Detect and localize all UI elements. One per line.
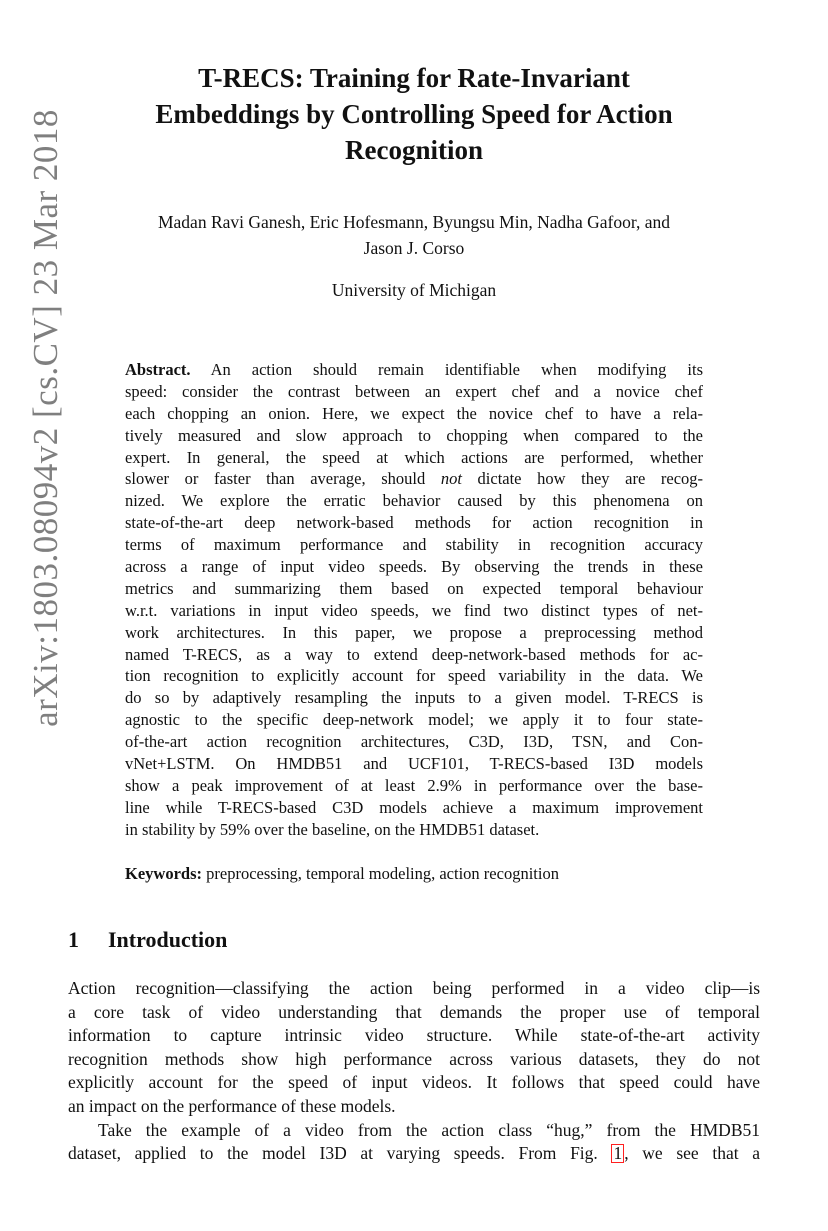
section-number: 1 — [68, 927, 79, 952]
introduction-body — [68, 977, 760, 1166]
abstract-line: w.r.t. variations in input video speeds, we find two distinct types of net- — [125, 600, 703, 620]
abstract-line: metrics and summarizing them based on expected temporal behaviour — [125, 578, 703, 598]
body-line: an impact on the performance of these models. — [68, 1095, 396, 1116]
abstract-line: work architectures. In this paper, we propose a preprocessing method — [125, 622, 703, 642]
abstract-line: of-the-art action recognition architectures, C3D, I3D, TSN, and Con- — [125, 732, 703, 752]
body-text: , we see that a — [624, 1143, 760, 1164]
body-line: explicitly account for the speed of input videos. It follows that speed could have — [68, 1072, 760, 1093]
title-line: Recognition — [345, 135, 483, 165]
abstract-text: An action should remain identifiable when modifying its — [210, 360, 703, 379]
abstract-label: Abstract. — [125, 360, 191, 379]
body-line: recognition methods show high performance across various datasets, they do not — [68, 1048, 760, 1069]
abstract-line: in stability by 59% over the baseline, on the HMDB51 dataset. — [125, 819, 540, 839]
abstract-line: expert. In general, the speed at which actions are performed, whether — [125, 447, 703, 467]
body-text: dataset, applied to the model I3D at varying speeds. From Fig. — [68, 1143, 598, 1164]
abstract-line: terms of maximum performance and stability in recognition accuracy — [125, 535, 703, 555]
section-title: Introduction — [108, 927, 228, 952]
abstract-line: across a range of input video speeds. By observing the trends in these — [125, 557, 703, 577]
body-line: information to capture intrinsic video structure. While state-of-the-art activity — [68, 1025, 760, 1046]
figure-reference-link[interactable]: 1 — [613, 1143, 623, 1164]
abstract-line: tion recognition to explicitly account for speed variability in the data. We — [125, 666, 703, 686]
abstract-line: each chopping an onion. Here, we expect the novice chef to have a rela- — [125, 403, 703, 423]
abstract-line: do so by adaptively resampling the inputs to a given model. T-RECS is — [125, 688, 703, 708]
abstract-block — [125, 359, 703, 841]
author-line: Jason J. Corso — [363, 238, 465, 258]
abstract-line: line while T-RECS-based C3D models achieve a maximum improvement — [125, 797, 703, 817]
abstract-line: show a peak improvement of at least 2.9% in performance over the base- — [125, 775, 703, 795]
abstract-text: dictate how they are recog- — [477, 469, 704, 489]
title-line: Embeddings by Controlling Speed for Action — [155, 99, 673, 129]
paper-title — [80, 60, 748, 168]
arxiv-identifier-stamp: arXiv:1803.08094v2 [cs.CV] 23 Mar 2018 — [26, 109, 65, 727]
body-line: a core task of video understanding that demands the proper use of temporal — [68, 1001, 760, 1022]
keywords-label: Keywords: — [125, 864, 202, 883]
author-line: Madan Ravi Ganesh, Eric Hofesmann, Byungsu Min, Nadha Gafoor, and — [157, 212, 671, 232]
abstract-line: speed: consider the contrast between an expert chef and a novice chef — [125, 381, 703, 401]
abstract-line: named T-RECS, as a way to extend deep-network-based methods for ac- — [125, 644, 703, 664]
author-list — [80, 209, 748, 261]
section-heading-introduction — [68, 925, 227, 955]
abstract-line — [125, 359, 703, 381]
abstract-line: state-of-the-art deep network-based methods for action recognition in — [125, 513, 703, 533]
abstract-emphasis: not — [440, 469, 462, 489]
abstract-line: agnostic to the specific deep-network model; we apply it to four state- — [125, 710, 703, 730]
affiliation: University of Michigan — [331, 280, 497, 300]
title-line: T-RECS: Training for Rate-Invariant — [198, 63, 630, 93]
body-line: Take the example of a video from the action class “hug,” from the HMDB51 — [98, 1119, 760, 1140]
abstract-line: nized. We explore the erratic behavior caused by this phenomena on — [125, 491, 703, 511]
keywords-block — [125, 863, 703, 885]
body-line — [68, 1142, 760, 1166]
keywords-text: preprocessing, temporal modeling, action recognition — [206, 864, 559, 883]
abstract-text: slower or faster than average, should — [125, 469, 426, 489]
abstract-line: tively measured and slow approach to chopping when compared to the — [125, 425, 703, 445]
abstract-line: vNet+LSTM. On HMDB51 and UCF101, T-RECS-based I3D models — [125, 754, 703, 774]
body-line: Action recognition—classifying the action being performed in a video clip—is — [68, 978, 760, 998]
abstract-line — [125, 468, 703, 490]
